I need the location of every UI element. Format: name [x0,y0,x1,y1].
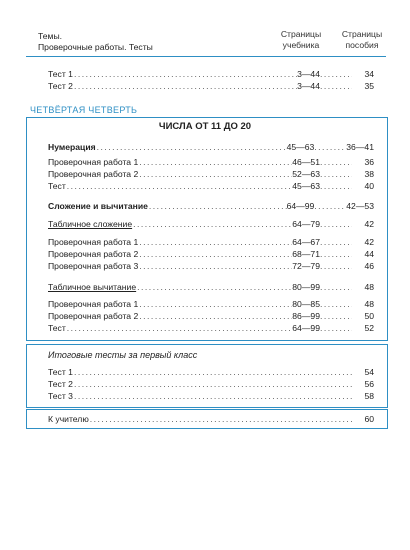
toc-row-textbook-pages: 45—63 [292,181,320,191]
toc-row-workbook-page: 52 [364,323,374,333]
toc-row-textbook-pages: 80—85 [292,299,320,309]
toc-row [48,412,374,424]
toc-row-workbook-page: 48 [364,299,374,309]
toc-row-workbook-page: 40 [364,181,374,191]
toc-row-workbook-page: 44 [364,249,374,259]
toc-row-workbook-page: 42—53 [346,201,374,211]
toc-row [48,179,374,191]
toc-row-label: Табличное вычитание [48,282,137,292]
header-col1-line2: учебника [282,39,320,50]
toc-row-workbook-page: 42 [364,237,374,247]
toc-row-textbook-pages: 72—79 [292,261,320,271]
toc-row-label: Тест 2 [48,379,73,389]
toc-row-textbook-pages: 64—99 [292,323,320,333]
toc-row [48,321,374,333]
toc-row-label: Проверочная работа 3 [48,261,139,271]
toc-heading-row [48,140,374,152]
toc-row-label: Тест [48,181,66,191]
toc-row-label: Тест 1 [48,69,73,79]
toc-row-workbook-page: 50 [364,311,374,321]
toc-row [48,377,374,389]
toc-row-workbook-page: 36—41 [346,142,374,152]
toc-row [48,247,374,259]
toc-row [48,79,374,91]
toc-row [48,309,374,321]
toc-subheading-row [48,280,374,292]
header-workbook-pages [334,29,390,50]
toc-row-workbook-page: 36 [364,157,374,167]
toc-row-workbook-page: 58 [364,391,374,401]
toc-row-workbook-page: 38 [364,169,374,179]
toc-row-textbook-pages: 80—99 [292,282,320,292]
toc-row-textbook-pages: 86—99 [292,311,320,321]
toc-row-workbook-page: 60 [364,414,374,424]
toc-row-workbook-page: 46 [364,261,374,271]
toc-row-label: Проверочная работа 2 [48,249,139,259]
toc-row-textbook-pages: 64—79 [292,219,320,229]
header-topics-label: Темы. [38,31,63,41]
toc-row-textbook-pages: 68—71 [292,249,320,259]
toc-row [48,155,374,167]
toc-row-label: Проверочная работа 2 [48,169,139,179]
toc-row [48,235,374,247]
toc-row-textbook-pages: 3—44 [297,69,320,79]
section-title: ЧИСЛА ОТ 11 ДО 20 [158,121,252,132]
toc-row-workbook-page: 35 [364,81,374,91]
toc-row-workbook-page: 34 [364,69,374,79]
toc-row-workbook-page: 48 [364,282,374,292]
toc-row-textbook-pages: 64—99 [286,201,315,211]
toc-row-label: Сложение и вычитание [48,201,148,211]
toc-row [48,167,374,179]
toc-row-textbook-pages: 64—67 [292,237,320,247]
toc-row-label: Проверочная работа 2 [48,311,139,321]
header-col1-line1: Страницы [280,29,322,39]
toc-row [48,67,374,79]
toc-row-textbook-pages: 46—51 [292,157,320,167]
toc-row-textbook-pages: 45—63 [286,142,315,152]
toc-row-workbook-page: 42 [364,219,374,229]
quarter-heading: ЧЕТВЁРТАЯ ЧЕТВЕРТЬ [30,105,138,115]
toc-row-label: Тест 2 [48,81,73,91]
toc-subheading-row [48,217,374,229]
toc-row-label: Проверочная работа 1 [48,237,139,247]
toc-row [48,365,374,377]
toc-row-workbook-page: 54 [364,367,374,377]
toc-row-workbook-page: 56 [364,379,374,389]
toc-row-label: Тест [48,323,66,333]
header-textbook-pages [268,29,334,50]
toc-row [48,297,374,309]
toc-row-label: Проверочная работа 1 [48,157,139,167]
final-tests-title: Итоговые тесты за первый класс [48,350,198,360]
toc-row [48,389,374,401]
toc-heading-row [48,199,374,211]
toc-row-label: Тест 1 [48,367,73,377]
toc-row-label: К учителю [48,414,89,424]
toc-row-textbook-pages: 52—63 [292,169,320,179]
header-col2-line1: Страницы [341,29,383,39]
toc-row-label: Тест 3 [48,391,73,401]
toc-row [48,259,374,271]
toc-row-textbook-pages: 3—44 [297,81,320,91]
toc-row-label: Проверочная работа 1 [48,299,139,309]
header-col2-line2: пособия [345,39,379,50]
header-tests-label: Проверочные работы. Тесты [38,42,153,52]
header-divider [26,56,386,57]
toc-row-label: Нумерация [48,142,96,152]
toc-row-label: Табличное сложение [48,219,133,229]
